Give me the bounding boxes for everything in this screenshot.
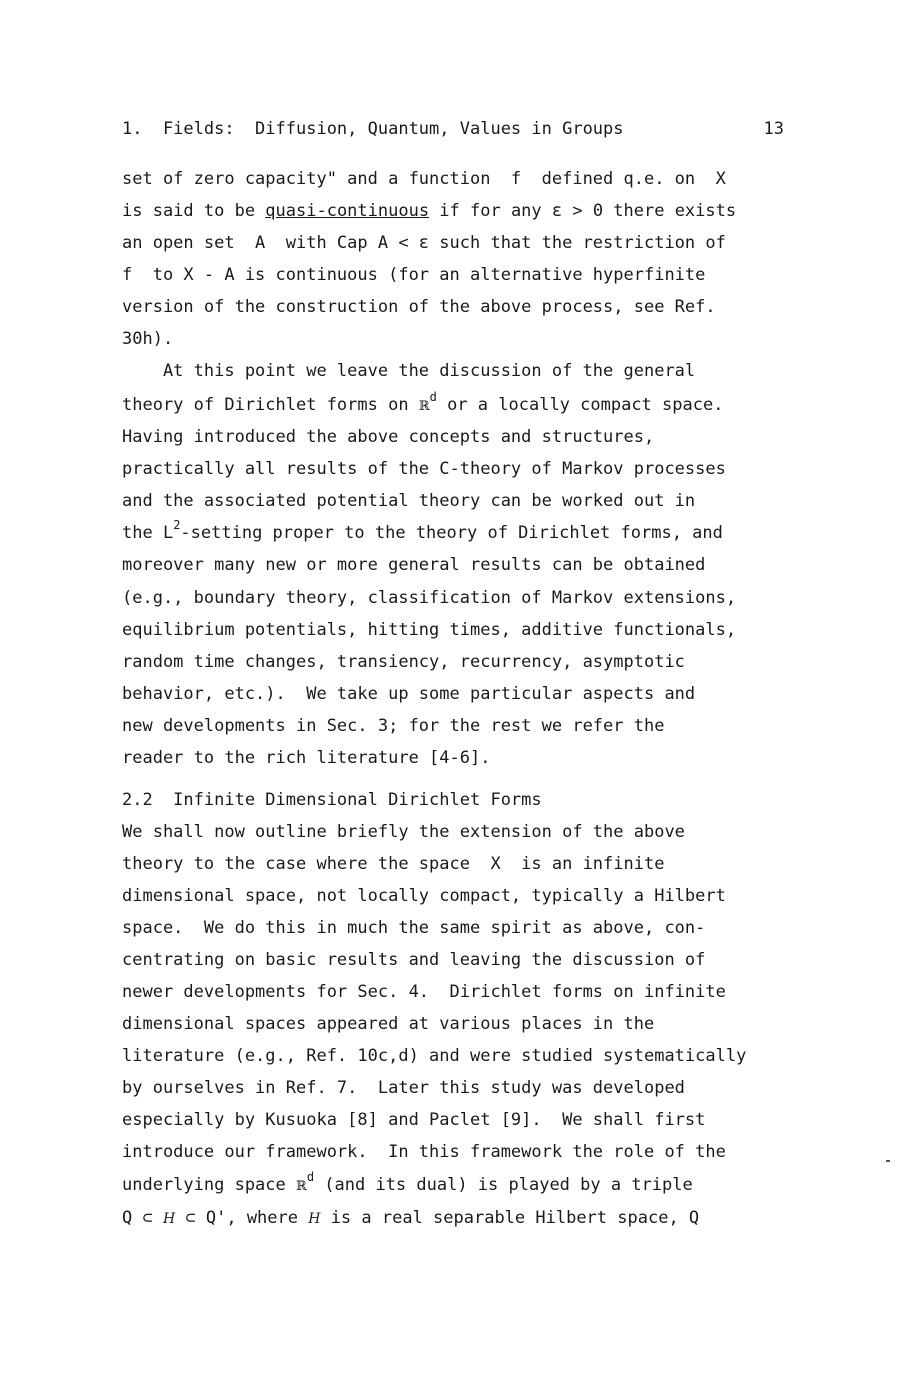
- text-line: (e.g., boundary theory, classification of Markov extensions,: [122, 588, 737, 608]
- text-line: underlying space ℝ$^d$ (and its dual) is played by a triple: [122, 1170, 693, 1195]
- hilbert-space-symbol: H: [308, 1211, 321, 1227]
- text-line: version of the construction of the above process, see Ref.: [122, 297, 716, 317]
- text-line: practically all results of the C-theory of Markov processes: [122, 459, 726, 479]
- text-line: set of zero capacity" and a function f defined q.e. on X: [122, 169, 726, 189]
- text-line: dimensional spaces appeared at various places in the: [122, 1014, 655, 1034]
- text-line: Q ⊂ H ⊂ Q', where H is a real separable Hilbert space, Q: [122, 1208, 700, 1228]
- text-line: the $L^2$-setting proper to the theory of Dirichlet forms, and: [122, 518, 723, 543]
- real-space-symbol: ℝ: [296, 1179, 307, 1194]
- text-line: moreover many new or more general results can be obtained: [122, 555, 706, 575]
- text-line: We shall now outline briefly the extension of the above: [122, 822, 685, 842]
- quasi-continuous-term: quasi-continuous: [265, 201, 430, 221]
- text-line: and the associated potential theory can be worked out in: [122, 491, 696, 511]
- page-number: 13: [763, 119, 784, 139]
- text-line: centrating on basic results and leaving the discussion of: [122, 950, 706, 970]
- text-line: f to X - A is continuous (for an alternative hyperfinite: [122, 265, 706, 285]
- text-line: space. We do this in much the same spirit as above, con-: [122, 918, 706, 938]
- text-line: random time changes, transiency, recurrency, asymptotic: [122, 652, 685, 672]
- text-line: At this point we leave the discussion of the general: [122, 361, 696, 381]
- chapter-title: 1. Fields: Diffusion, Quantum, Values in Groups: [122, 119, 624, 139]
- real-space-symbol: ℝ: [418, 399, 430, 414]
- text-line: an open set A with Cap A < ε such that the restriction of: [122, 233, 726, 253]
- text-line: theory of Dirichlet forms on ℝ$^d$ or a locally compact space.: [122, 390, 724, 415]
- hilbert-space-symbol: H: [162, 1211, 176, 1227]
- text-line: equilibrium potentials, hitting times, additive functionals,: [122, 620, 737, 640]
- running-header: [122, 116, 784, 142]
- text-line: 30h).: [122, 329, 174, 349]
- text-line: theory to the case where the space X is an infinite: [122, 854, 665, 874]
- text-line: is said to be quasi-continuous if for any ε > 0 there exists: [122, 201, 737, 221]
- text-line: new developments in Sec. 3; for the rest we refer the: [122, 716, 665, 736]
- text-line: dimensional space, not locally compact, typically a Hilbert: [122, 886, 726, 906]
- text-line: literature (e.g., Ref. 10c,d) and were studied systematically: [122, 1046, 747, 1066]
- margin-mark: [886, 1160, 890, 1162]
- text-line: introduce our framework. In this framework the role of the: [122, 1142, 726, 1162]
- text-line: behavior, etc.). We take up some particular aspects and: [122, 684, 696, 704]
- text-line: especially by Kusuoka [8] and Paclet [9]. We shall first: [122, 1110, 706, 1130]
- section-heading: 2.2 Infinite Dimensional Dirichlet Forms: [122, 790, 542, 810]
- text-line: reader to the rich literature [4-6].: [122, 748, 491, 768]
- text-line: by ourselves in Ref. 7. Later this study was developed: [122, 1078, 685, 1098]
- text-line: Having introduced the above concepts and structures,: [122, 427, 655, 447]
- text-line: newer developments for Sec. 4. Dirichlet forms on infinite: [122, 982, 726, 1002]
